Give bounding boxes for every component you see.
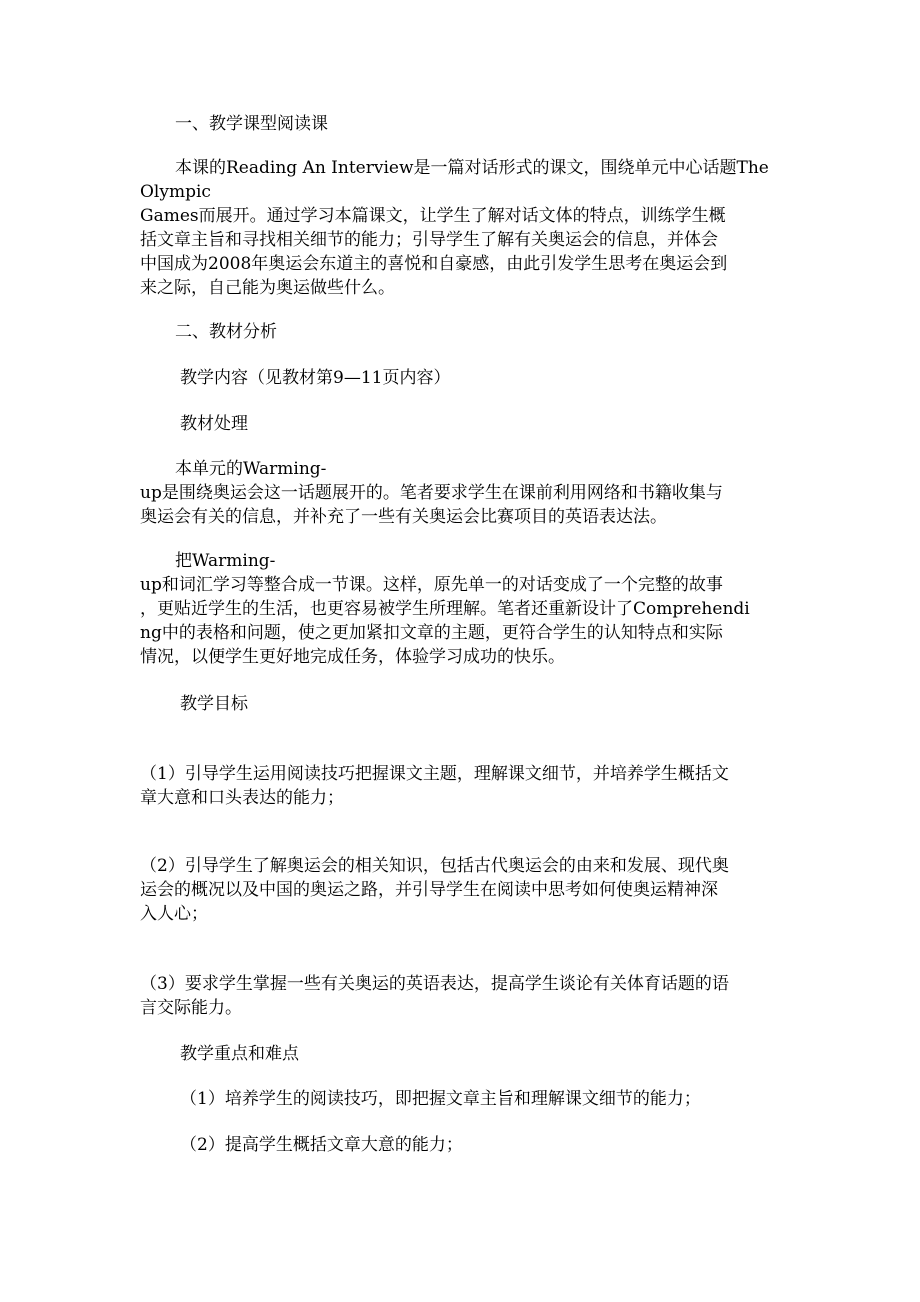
section-heading-material-analysis: 二、教材分析 [175,322,277,342]
paragraph-line: Olympic [140,182,211,202]
material-handling-heading: 教材处理 [180,414,248,434]
paragraph-line: （3）要求学生掌握一些有关奥运的英语表达，提高学生谈论有关体育话题的语 [140,974,729,994]
paragraph-line: 本课的Reading An Interview是一篇对话形式的课文，围绕单元中心话题The [175,158,769,178]
objectives-heading: 教学目标 [180,694,248,714]
paragraph-line: ng中的表格和问题，使之更加紧扣文章的主题，更符合学生的认知特点和实际 [140,623,723,643]
paragraph-line: 运会的概况以及中国的奥运之路，并引导学生在阅读中思考如何使奥运精神深 [140,880,718,900]
paragraph-line: （1）引导学生运用阅读技巧把握课文主题，理解课文细节，并培养学生概括文 [140,764,729,784]
paragraph-line: 中国成为2008年奥运会东道主的喜悦和自豪感，由此引发学生思考在奥运会到 [140,254,728,274]
paragraph-line: 言交际能力。 [140,998,242,1018]
paragraph-line: 括文章主旨和寻找相关细节的能力；引导学生了解有关奥运会的信息，并体会 [140,230,718,250]
paragraph-line: 奥运会有关的信息，并补充了一些有关奥运会比赛项目的英语表达法。 [140,507,667,527]
section-heading-lesson-type: 一、教学课型阅读课 [175,114,328,134]
paragraph-line: 把Warming- [175,551,276,571]
paragraph-line: 情况，以便学生更好地完成任务，体验学习成功的快乐。 [140,647,565,667]
paragraph-line: ，更贴近学生的生活，也更容易被学生所理解。笔者还重新设计了Comprehendi [140,599,750,619]
paragraph-line: 本单元的Warming- [175,459,327,479]
key-points-heading: 教学重点和难点 [180,1044,299,1064]
paragraph-line: 章大意和口头表达的能力； [140,788,344,808]
paragraph-line: Games而展开。通过学习本篇课文，让学生了解对话文体的特点，训练学生概 [140,206,726,226]
teaching-content-line: 教学内容（见教材第9—11页内容） [180,368,451,388]
paragraph-line: （2）引导学生了解奥运会的相关知识，包括古代奥运会的由来和发展、现代奥 [140,856,729,876]
paragraph-line: 来之际，自己能为奥运做些什么。 [140,278,395,298]
key-point-1: （1）培养学生的阅读技巧，即把握文章主旨和理解课文细节的能力； [180,1089,701,1109]
paragraph-line: up是围绕奥运会这一话题展开的。笔者要求学生在课前利用网络和书籍收集与 [140,483,723,503]
key-point-2: （2）提高学生概括文章大意的能力； [180,1135,463,1155]
paragraph-line: up和词汇学习等整合成一节课。这样，原先单一的对话变成了一个完整的故事 [140,575,723,595]
paragraph-line: 入人心； [140,904,208,924]
